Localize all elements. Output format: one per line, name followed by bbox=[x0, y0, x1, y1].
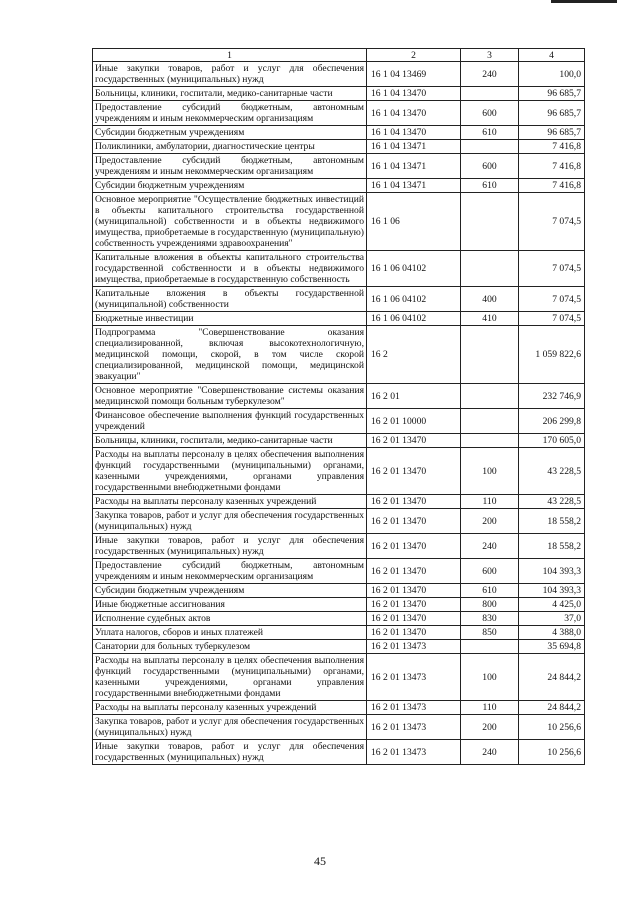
row-expense-type: 410 bbox=[461, 312, 519, 326]
row-expense-type bbox=[461, 326, 519, 384]
table-row bbox=[93, 140, 585, 154]
row-code: 16 1 04 13470 bbox=[367, 126, 461, 140]
row-amount: 43 228,5 bbox=[519, 495, 585, 509]
row-amount: 232 746,9 bbox=[519, 384, 585, 409]
row-expense-type bbox=[461, 251, 519, 287]
row-expense-type bbox=[461, 384, 519, 409]
row-code: 16 1 04 13469 bbox=[367, 62, 461, 87]
row-expense-type: 200 bbox=[461, 509, 519, 534]
row-expense-type: 600 bbox=[461, 559, 519, 584]
table-row bbox=[93, 509, 585, 534]
row-expense-type: 600 bbox=[461, 101, 519, 126]
row-amount: 35 694,8 bbox=[519, 640, 585, 654]
header-col-4: 4 bbox=[519, 49, 585, 62]
row-code: 16 2 01 bbox=[367, 384, 461, 409]
table-row bbox=[93, 87, 585, 101]
row-expense-type bbox=[461, 193, 519, 251]
row-name: Финансовое обеспечение выполнения функций государственных учреждений bbox=[93, 409, 367, 434]
row-amount: 7 074,5 bbox=[519, 193, 585, 251]
row-code: 16 2 01 13470 bbox=[367, 434, 461, 448]
row-expense-type: 100 bbox=[461, 654, 519, 701]
row-expense-type: 110 bbox=[461, 701, 519, 715]
table-row bbox=[93, 434, 585, 448]
row-name: Больницы, клиники, госпитали, медико-санитарные части bbox=[93, 434, 367, 448]
table-row bbox=[93, 101, 585, 126]
row-amount: 7 074,5 bbox=[519, 312, 585, 326]
row-expense-type: 240 bbox=[461, 62, 519, 87]
row-name: Подпрограмма "Совершенствование оказания специализированной, включая высокотехнологичную, медицинской помощи, скорой, в том числе скорой специализированной, медицинской помощи, медицинской эвакуации" bbox=[93, 326, 367, 384]
row-name: Капитальные вложения в объекты государственной (муниципальной) собственности bbox=[93, 287, 367, 312]
row-code: 16 2 01 13470 bbox=[367, 598, 461, 612]
row-expense-type: 600 bbox=[461, 154, 519, 179]
budget-table bbox=[92, 48, 585, 765]
table-row bbox=[93, 740, 585, 765]
row-code: 16 1 06 04102 bbox=[367, 312, 461, 326]
row-expense-type: 830 bbox=[461, 612, 519, 626]
row-code: 16 2 01 13470 bbox=[367, 534, 461, 559]
row-name: Расходы на выплаты персоналу в целях обеспечения выполнения функций государственными (муниципальными) органами, казенными учреждениями, органами управления государственными внебюджетными фондами bbox=[93, 654, 367, 701]
row-expense-type bbox=[461, 434, 519, 448]
row-code: 16 2 bbox=[367, 326, 461, 384]
row-amount: 1 059 822,6 bbox=[519, 326, 585, 384]
row-expense-type: 800 bbox=[461, 598, 519, 612]
row-amount: 24 844,2 bbox=[519, 701, 585, 715]
row-code: 16 1 06 04102 bbox=[367, 251, 461, 287]
row-name: Иные закупки товаров, работ и услуг для обеспечения государственных (муниципальных) нужд bbox=[93, 740, 367, 765]
row-expense-type: 200 bbox=[461, 715, 519, 740]
row-name: Закупка товаров, работ и услуг для обеспечения государственных (муниципальных) нужд bbox=[93, 715, 367, 740]
row-expense-type bbox=[461, 140, 519, 154]
row-amount: 7 074,5 bbox=[519, 287, 585, 312]
row-code: 16 2 01 10000 bbox=[367, 409, 461, 434]
table-row bbox=[93, 715, 585, 740]
table-row bbox=[93, 126, 585, 140]
row-amount: 170 605,0 bbox=[519, 434, 585, 448]
top-edge-line bbox=[551, 0, 617, 3]
row-expense-type: 400 bbox=[461, 287, 519, 312]
table-body bbox=[93, 62, 585, 765]
row-expense-type bbox=[461, 640, 519, 654]
row-name: Иные бюджетные ассигнования bbox=[93, 598, 367, 612]
row-expense-type: 850 bbox=[461, 626, 519, 640]
row-name: Предоставление субсидий бюджетным, автономным учреждениям и иным некоммерческим организациям bbox=[93, 101, 367, 126]
row-name: Расходы на выплаты персоналу казенных учреждений bbox=[93, 495, 367, 509]
row-name: Исполнение судебных актов bbox=[93, 612, 367, 626]
row-name: Расходы на выплаты персоналу в целях обеспечения выполнения функций государственными (муниципальными) органами, казенными учреждениями, органами управления государственными внебюджетными фондами bbox=[93, 448, 367, 495]
row-name: Субсидии бюджетным учреждениям bbox=[93, 126, 367, 140]
table-row bbox=[93, 287, 585, 312]
row-amount: 7 416,8 bbox=[519, 140, 585, 154]
row-code: 16 2 01 13473 bbox=[367, 654, 461, 701]
row-code: 16 2 01 13470 bbox=[367, 626, 461, 640]
table-row bbox=[93, 654, 585, 701]
row-name: Основное мероприятие "Осуществление бюджетных инвестиций в объекты капитального строительства государственной (муниципальной) собственности и в объекты недвижимого имущества, приобретаемые в государственную (муниципальную) собственность учреждениями здравоохранения" bbox=[93, 193, 367, 251]
table-row bbox=[93, 701, 585, 715]
row-expense-type: 610 bbox=[461, 126, 519, 140]
table-row bbox=[93, 179, 585, 193]
row-expense-type bbox=[461, 409, 519, 434]
header-col-3: 3 bbox=[461, 49, 519, 62]
table-row bbox=[93, 534, 585, 559]
table-row bbox=[93, 154, 585, 179]
row-amount: 206 299,8 bbox=[519, 409, 585, 434]
row-name: Капитальные вложения в объекты капитального строительства государственной собственности и в объекты недвижимого имущества, приобретаемые в государственную собственность bbox=[93, 251, 367, 287]
table-header-row bbox=[93, 49, 585, 62]
row-amount: 96 685,7 bbox=[519, 126, 585, 140]
row-amount: 18 558,2 bbox=[519, 509, 585, 534]
table-row bbox=[93, 62, 585, 87]
row-name: Бюджетные инвестиции bbox=[93, 312, 367, 326]
row-name: Предоставление субсидий бюджетным, автономным учреждениям и иным некоммерческим организациям bbox=[93, 559, 367, 584]
row-amount: 100,0 bbox=[519, 62, 585, 87]
table-row bbox=[93, 598, 585, 612]
row-name: Поликлиники, амбулатории, диагностические центры bbox=[93, 140, 367, 154]
page-number: 45 bbox=[314, 854, 326, 868]
row-code: 16 2 01 13470 bbox=[367, 559, 461, 584]
row-name: Предоставление субсидий бюджетным, автономным учреждениям и иным некоммерческим организациям bbox=[93, 154, 367, 179]
row-amount: 10 256,6 bbox=[519, 740, 585, 765]
row-code: 16 2 01 13470 bbox=[367, 612, 461, 626]
table-row bbox=[93, 495, 585, 509]
row-name: Больницы, клиники, госпитали, медико-санитарные части bbox=[93, 87, 367, 101]
row-amount: 43 228,5 bbox=[519, 448, 585, 495]
row-code: 16 1 06 bbox=[367, 193, 461, 251]
row-name: Субсидии бюджетным учреждениям bbox=[93, 584, 367, 598]
row-name: Закупка товаров, работ и услуг для обеспечения государственных (муниципальных) нужд bbox=[93, 509, 367, 534]
table-row bbox=[93, 326, 585, 384]
row-code: 16 1 04 13471 bbox=[367, 179, 461, 193]
row-expense-type: 100 bbox=[461, 448, 519, 495]
row-code: 16 1 04 13470 bbox=[367, 101, 461, 126]
row-code: 16 1 04 13471 bbox=[367, 140, 461, 154]
table-row bbox=[93, 251, 585, 287]
row-code: 16 2 01 13473 bbox=[367, 740, 461, 765]
table-row bbox=[93, 193, 585, 251]
row-code: 16 1 04 13471 bbox=[367, 154, 461, 179]
row-amount: 24 844,2 bbox=[519, 654, 585, 701]
row-amount: 104 393,3 bbox=[519, 584, 585, 598]
row-expense-type: 240 bbox=[461, 740, 519, 765]
row-code: 16 2 01 13473 bbox=[367, 640, 461, 654]
row-amount: 104 393,3 bbox=[519, 559, 585, 584]
header-col-2: 2 bbox=[367, 49, 461, 62]
row-amount: 4 425,0 bbox=[519, 598, 585, 612]
table-row bbox=[93, 612, 585, 626]
row-code: 16 1 04 13470 bbox=[367, 87, 461, 101]
row-code: 16 2 01 13470 bbox=[367, 584, 461, 598]
row-code: 16 2 01 13470 bbox=[367, 448, 461, 495]
header-col-1: 1 bbox=[93, 49, 367, 62]
row-expense-type: 240 bbox=[461, 534, 519, 559]
row-code: 16 2 01 13473 bbox=[367, 701, 461, 715]
row-amount: 4 388,0 bbox=[519, 626, 585, 640]
table-row bbox=[93, 626, 585, 640]
row-name: Иные закупки товаров, работ и услуг для обеспечения государственных (муниципальных) нужд bbox=[93, 534, 367, 559]
row-code: 16 2 01 13470 bbox=[367, 495, 461, 509]
row-name: Уплата налогов, сборов и иных платежей bbox=[93, 626, 367, 640]
row-amount: 7 416,8 bbox=[519, 154, 585, 179]
table-row bbox=[93, 640, 585, 654]
row-amount: 7 416,8 bbox=[519, 179, 585, 193]
table-row bbox=[93, 384, 585, 409]
table-row bbox=[93, 559, 585, 584]
table-row bbox=[93, 409, 585, 434]
row-name: Основное мероприятие "Совершенствование системы оказания медицинской помощи больным туберкулезом" bbox=[93, 384, 367, 409]
table-row bbox=[93, 312, 585, 326]
row-expense-type bbox=[461, 87, 519, 101]
row-expense-type: 610 bbox=[461, 179, 519, 193]
row-name: Иные закупки товаров, работ и услуг для обеспечения государственных (муниципальных) нужд bbox=[93, 62, 367, 87]
row-expense-type: 110 bbox=[461, 495, 519, 509]
row-name: Субсидии бюджетным учреждениям bbox=[93, 179, 367, 193]
row-amount: 37,0 bbox=[519, 612, 585, 626]
row-expense-type: 610 bbox=[461, 584, 519, 598]
row-name: Санатории для больных туберкулезом bbox=[93, 640, 367, 654]
table-row bbox=[93, 584, 585, 598]
row-code: 16 2 01 13473 bbox=[367, 715, 461, 740]
row-amount: 96 685,7 bbox=[519, 101, 585, 126]
row-code: 16 1 06 04102 bbox=[367, 287, 461, 312]
row-code: 16 2 01 13470 bbox=[367, 509, 461, 534]
row-amount: 7 074,5 bbox=[519, 251, 585, 287]
row-name: Расходы на выплаты персоналу казенных учреждений bbox=[93, 701, 367, 715]
row-amount: 18 558,2 bbox=[519, 534, 585, 559]
row-amount: 96 685,7 bbox=[519, 87, 585, 101]
row-amount: 10 256,6 bbox=[519, 715, 585, 740]
table-row bbox=[93, 448, 585, 495]
